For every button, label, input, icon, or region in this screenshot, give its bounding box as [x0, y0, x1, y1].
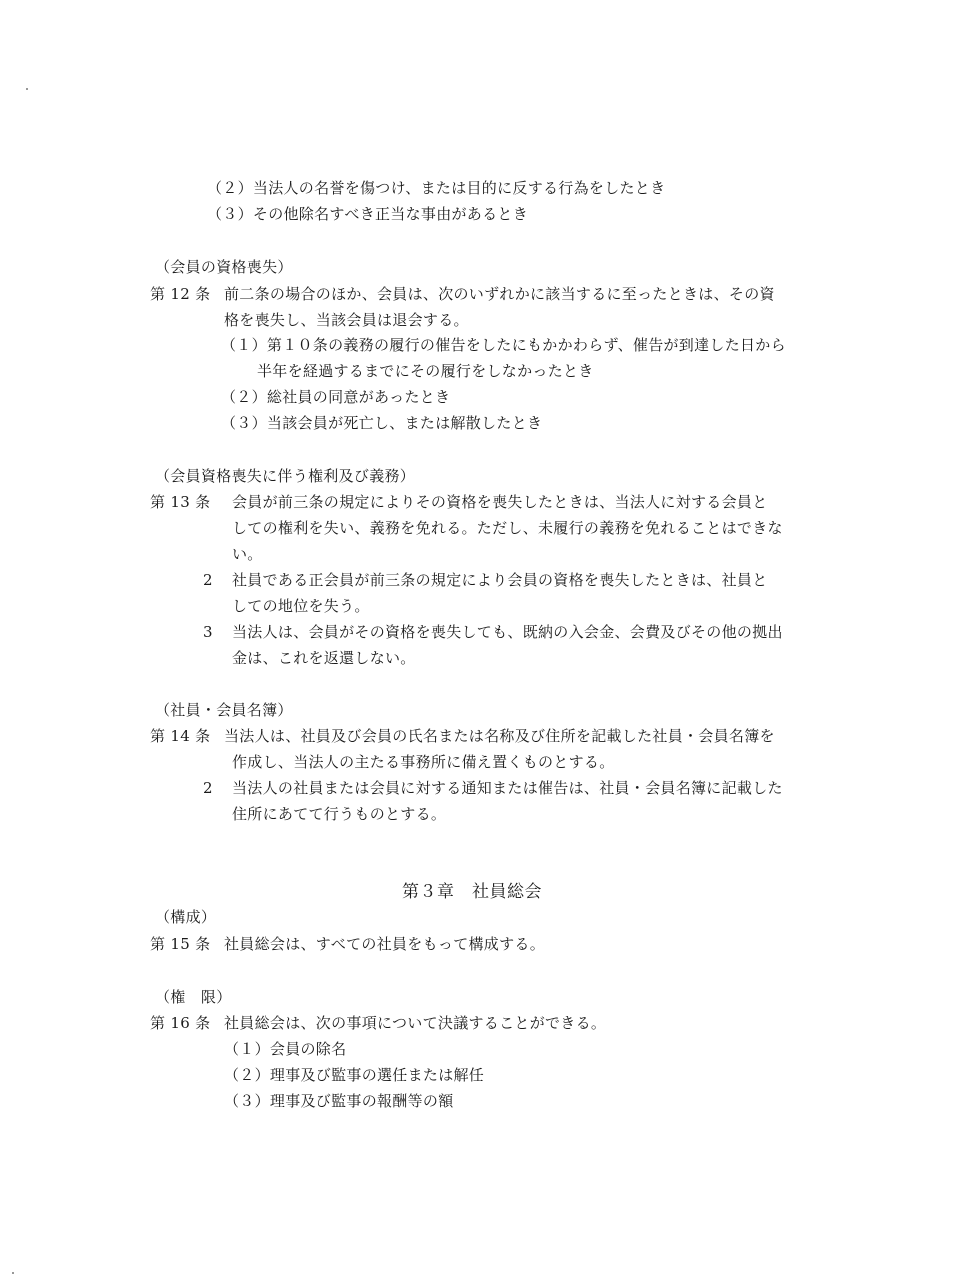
art13-p3-line2: 金は、これを返還しない。	[232, 649, 416, 667]
scan-speck	[12, 1272, 14, 1274]
art13-heading: （会員資格喪失に伴う権利及び義務）	[155, 467, 416, 485]
art12-item2: （２）総社員の同意があったとき	[221, 388, 451, 406]
art16-item2: （２）理事及び監事の選任または解任	[224, 1066, 485, 1084]
scan-speck	[26, 88, 28, 90]
art13-p2-line1: 社員である正会員が前三条の規定により会員の資格を喪失したときは、社員と	[232, 571, 768, 589]
art15-body: 社員総会は、すべての社員をもって構成する。	[224, 935, 546, 953]
art13-label: 第 13 条	[150, 493, 211, 511]
art16-heading: （権 限）	[155, 988, 232, 1006]
art13-p3-number: 3	[203, 623, 213, 641]
art12-body-line2: 格を喪失し、当該会員は退会する。	[224, 311, 469, 329]
art12-body-line1: 前二条の場合のほか、会員は、次のいずれかに該当するに至ったときは、その資	[224, 285, 775, 303]
art14-p1-line1: 当法人は、社員及び会員の氏名または名称及び住所を記載した社員・会員名簿を	[224, 727, 775, 745]
art15-heading: （構成）	[155, 908, 217, 926]
art15-label: 第 15 条	[150, 935, 211, 953]
art13-p2-number: 2	[203, 571, 213, 589]
art14-p2-line2: 住所にあてて行うものとする。	[232, 805, 447, 823]
art14-p1-line2: 作成し、当法人の主たる事務所に備え置くものとする。	[232, 753, 615, 771]
art13-p1-line3: い。	[232, 545, 263, 563]
art16-label: 第 16 条	[150, 1014, 211, 1032]
chapter-3-title: 第３章 社員総会	[402, 882, 542, 902]
art13-p3-line1: 当法人は、会員がその資格を喪失しても、既納の入会金、会費及びその他の拠出	[232, 623, 783, 641]
art12-item1-line1: （１）第１０条の義務の履行の催告をしたにもかかわらず、催告が到達した日から	[221, 336, 786, 354]
art12-heading: （会員の資格喪失）	[155, 258, 293, 276]
art11-item-3: （３）その他除名すべき正当な事由があるとき	[207, 205, 529, 223]
art14-p2-line1: 当法人の社員または会員に対する通知または催告は、社員・会員名簿に記載した	[232, 779, 783, 797]
art16-body: 社員総会は、次の事項について決議することができる。	[224, 1014, 607, 1032]
art14-p2-number: 2	[203, 779, 213, 797]
art12-label: 第 12 条	[150, 285, 211, 303]
art13-p1-line2: しての権利を失い、義務を免れる。ただし、未履行の義務を免れることはできな	[232, 519, 783, 537]
art12-item3: （３）当該会員が死亡し、または解散したとき	[221, 414, 543, 432]
art13-p1-line1: 会員が前三条の規定によりその資格を喪失したときは、当法人に対する会員と	[232, 493, 768, 511]
art14-label: 第 14 条	[150, 727, 211, 745]
art13-p2-line2: しての地位を失う。	[232, 597, 370, 615]
art14-heading: （社員・会員名簿）	[155, 701, 293, 719]
art16-item3: （３）理事及び監事の報酬等の額	[224, 1092, 454, 1110]
art11-item-2: （２）当法人の名誉を傷つけ、または目的に反する行為をしたとき	[207, 179, 666, 197]
art12-item1-line2: 半年を経過するまでにその履行をしなかったとき	[257, 362, 594, 380]
art16-item1: （１）会員の除名	[224, 1040, 347, 1058]
